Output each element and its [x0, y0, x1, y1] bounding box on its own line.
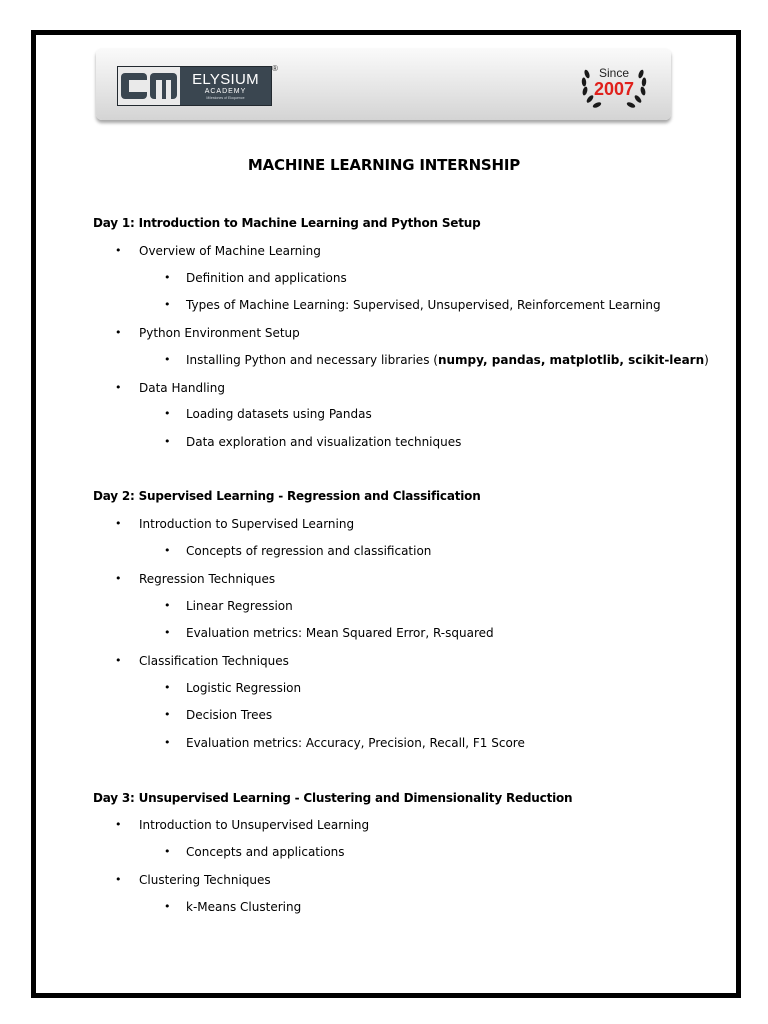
bullet-icon: •	[164, 544, 171, 557]
list-item-label: Classification Techniques	[139, 654, 289, 668]
sub-list-item-label: Logistic Regression	[186, 681, 302, 695]
list-item-label: Python Environment Setup	[139, 326, 300, 340]
bullet-icon: •	[164, 599, 171, 612]
document-title: MACHINE LEARNING INTERNSHIP	[247, 156, 521, 174]
bullet-icon: •	[164, 407, 171, 420]
since-label: Since	[598, 66, 630, 80]
logo-sub: ACADEMY	[204, 88, 247, 96]
sub-list-item	[164, 352, 709, 368]
bullet-icon: •	[115, 244, 122, 257]
sub-list-item-label: Concepts and applications	[186, 845, 345, 859]
sub-list-item-label: Evaluation metrics: Mean Squared Error, R-squared	[186, 626, 494, 640]
sub-list-item-suffix: )	[704, 353, 709, 367]
library-names: numpy, pandas, matplotlib, scikit-learn	[437, 353, 705, 367]
sub-list-item-label: k-Means Clustering	[186, 900, 302, 914]
header-banner	[96, 48, 671, 120]
bullet-icon: •	[115, 517, 122, 530]
sub-list-item-label: Types of Machine Learning: Supervised, Unsupervised, Reinforcement Learning	[186, 298, 661, 312]
bullet-icon: •	[164, 900, 171, 913]
sub-list-item-label: Definition and applications	[186, 271, 347, 285]
sub-list-item-label: Linear Regression	[186, 599, 293, 613]
sub-list-item	[164, 434, 462, 450]
sub-list-item	[164, 844, 345, 860]
bullet-icon: •	[115, 818, 122, 831]
bullet-icon: •	[115, 654, 122, 667]
list-item-label: Overview of Machine Learning	[139, 244, 321, 258]
bullet-icon: •	[164, 708, 171, 721]
sub-list-item	[164, 899, 302, 915]
list-item	[115, 817, 370, 833]
bullet-icon: •	[164, 736, 171, 749]
list-item	[115, 653, 289, 669]
sub-list-item	[164, 707, 273, 723]
list-item	[115, 325, 300, 341]
page-border	[31, 30, 741, 998]
bullet-icon: •	[164, 298, 171, 311]
elysium-logo	[117, 66, 272, 106]
bullet-icon: •	[164, 353, 171, 366]
sub-list-item	[164, 735, 525, 751]
sub-list-item-label: Loading datasets using Pandas	[186, 407, 372, 421]
list-item-label: Regression Techniques	[139, 572, 276, 586]
sub-list-item	[164, 598, 293, 614]
list-item	[115, 516, 355, 532]
sub-list-item	[164, 625, 494, 641]
logo-name: ELYSIUM	[192, 71, 259, 89]
bullet-icon: •	[115, 381, 122, 394]
logo-mark-icon	[118, 67, 180, 105]
list-item-label: Introduction to Supervised Learning	[139, 517, 355, 531]
list-item	[115, 571, 276, 587]
logo-tagline: Milestones of Eloquence	[206, 96, 245, 101]
sub-list-item	[164, 406, 372, 422]
sub-list-item-label: Data exploration and visualization techniques	[186, 435, 462, 449]
day2-heading: Day 2: Supervised Learning - Regression and Classification	[93, 489, 481, 503]
sub-list-item	[164, 543, 432, 559]
sub-list-item	[164, 270, 347, 286]
bullet-icon: •	[164, 845, 171, 858]
day3-heading: Day 3: Unsupervised Learning - Clustering and Dimensionality Reduction	[93, 791, 573, 805]
list-item	[115, 872, 271, 888]
bullet-icon: •	[115, 326, 122, 339]
list-item-label: Introduction to Unsupervised Learning	[139, 818, 370, 832]
day1-heading: Day 1: Introduction to Machine Learning and Python Setup	[93, 216, 481, 230]
list-item-label: Data Handling	[139, 381, 225, 395]
since-badge	[578, 60, 650, 112]
list-item	[115, 243, 321, 259]
list-item-label: Clustering Techniques	[139, 873, 271, 887]
sub-list-item-label: Decision Trees	[186, 708, 273, 722]
bullet-icon: •	[164, 271, 171, 284]
since-year: 2007	[593, 79, 635, 99]
sub-list-item-label: Installing Python and necessary libraries (	[186, 353, 438, 367]
bullet-icon: •	[115, 873, 122, 886]
sub-list-item	[164, 680, 302, 696]
registered-mark: ®	[272, 64, 278, 73]
bullet-icon: •	[164, 626, 171, 639]
sub-list-item-label: Evaluation metrics: Accuracy, Precision, Recall, F1 Score	[186, 736, 525, 750]
sub-list-item-label: Concepts of regression and classification	[186, 544, 432, 558]
sub-list-item	[164, 297, 661, 313]
bullet-icon: •	[164, 435, 171, 448]
bullet-icon: •	[164, 681, 171, 694]
list-item	[115, 380, 225, 396]
bullet-icon: •	[115, 572, 122, 585]
